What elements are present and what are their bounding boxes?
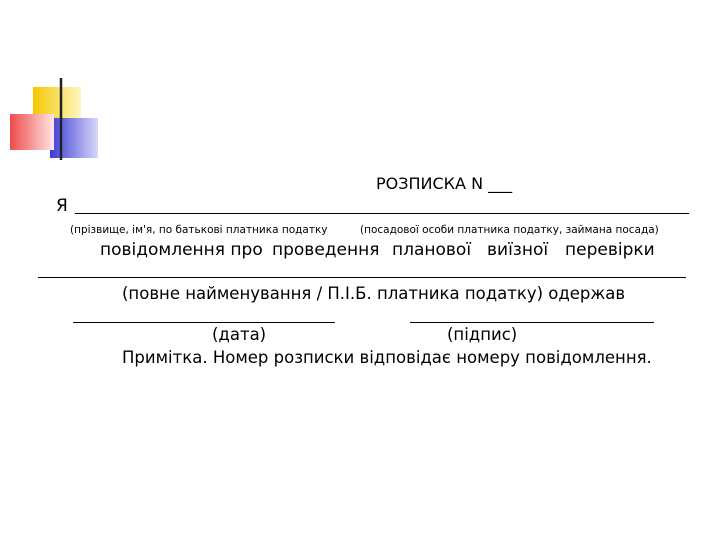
date-fill-line bbox=[73, 322, 335, 323]
hint-payer-name: (прізвище, ім'я, по батькові платника податку bbox=[70, 224, 328, 236]
signature-caption: (підпис) bbox=[447, 325, 518, 344]
ya-label: Я bbox=[56, 196, 68, 216]
hint-official-position: (посадової особи платника податку, займана посада) bbox=[360, 224, 659, 236]
signature-fill-line bbox=[410, 322, 654, 323]
full-name-caption: (повне найменування / П.І.Б. платника податку) одержав bbox=[122, 284, 626, 303]
word-conducting: проведення bbox=[272, 240, 380, 260]
word-onsite: виїзної bbox=[487, 240, 549, 260]
word-notification: повідомлення про bbox=[100, 240, 263, 260]
date-caption: (дата) bbox=[212, 325, 267, 344]
word-inspection: перевірки bbox=[565, 240, 655, 260]
note-text: Примітка. Номер розписки відповідає номеру повідомлення. bbox=[122, 348, 652, 367]
name-fill-line bbox=[75, 213, 689, 214]
word-planned: планової bbox=[392, 240, 472, 260]
corner-squares-logo-icon bbox=[0, 0, 720, 170]
red-square bbox=[10, 114, 54, 150]
blue-square bbox=[50, 118, 98, 158]
document-title: РОЗПИСКА N ___ bbox=[376, 174, 513, 193]
full-name-fill-line bbox=[38, 277, 686, 278]
